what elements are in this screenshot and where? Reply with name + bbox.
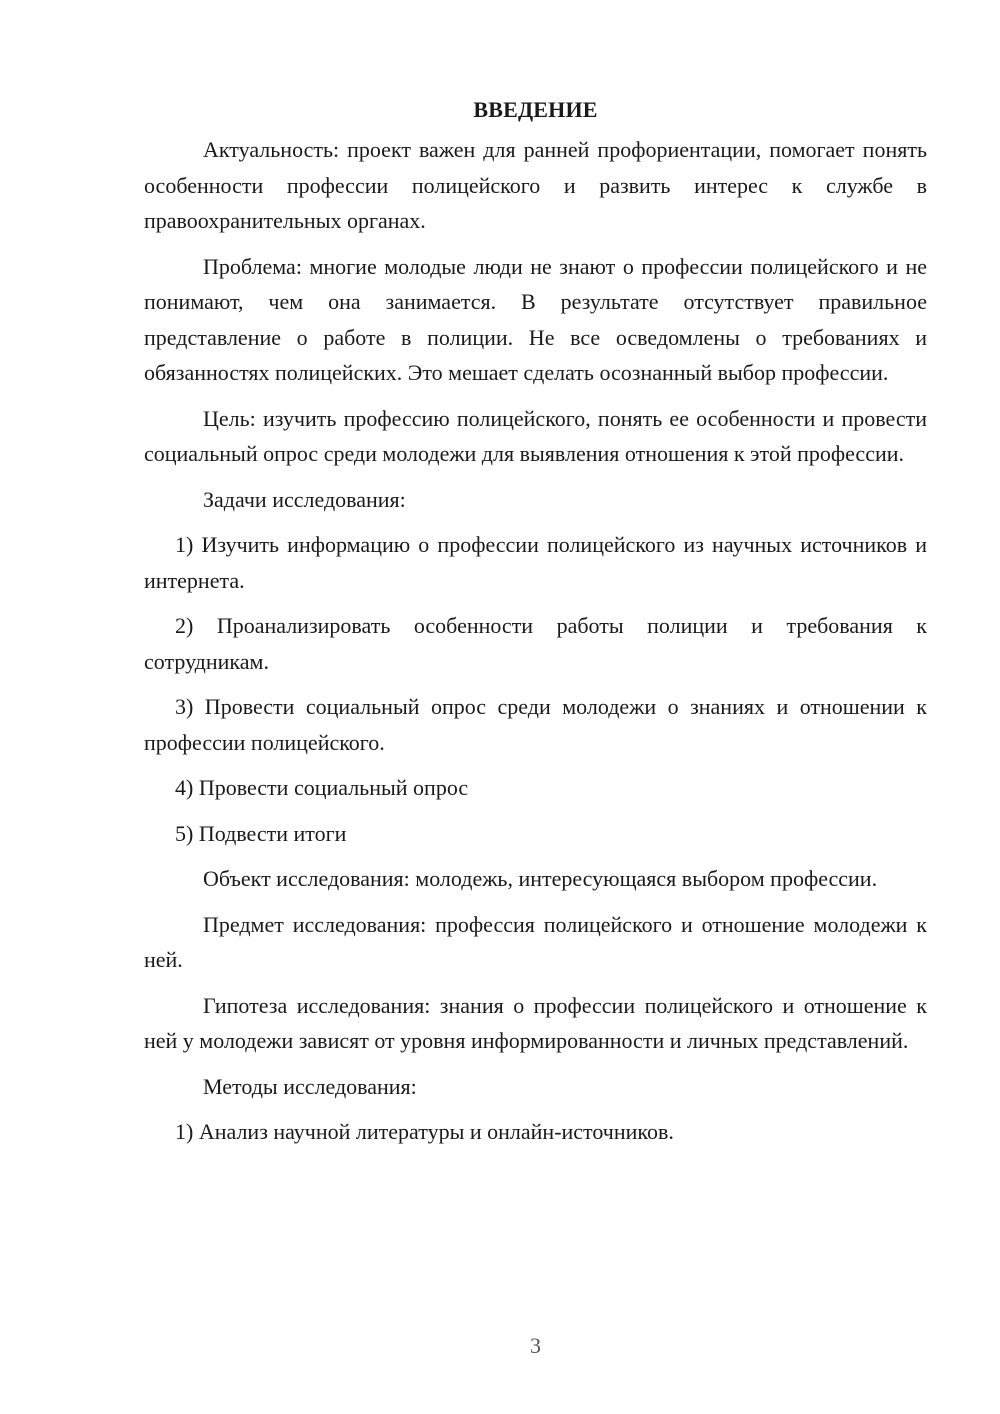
paragraph-goal: Цель: изучить профессию полицейского, понять ее особенности и провести социальный опрос среди молодежи для выявления отношения к этой профессии. bbox=[144, 405, 927, 466]
paragraph-hypothesis: Гипотеза исследования: знания о профессии полицейского и отношение к ней у молодежи зависят от уровня информированности и личных представлений. bbox=[144, 992, 927, 1053]
paragraph-object: Объект исследования: молодежь, интересующаяся выбором профессии. bbox=[203, 866, 878, 891]
methods-heading: Методы исследования: bbox=[203, 1073, 417, 1099]
paragraph-relevance: Актуальность: проект важен для ранней профориентации, помогает понять особенности профессии полицейского и развить интерес к службе в правоохранительных органах. bbox=[144, 137, 927, 233]
method-item-1: 1) Анализ научной литературы и онлайн-источников. bbox=[175, 1119, 674, 1144]
task-item-1: 1) Изучить информацию о профессии полицейского из научных источников и интернета. bbox=[144, 532, 927, 593]
task-item-4: 4) Провести социальный опрос bbox=[175, 775, 469, 800]
paragraph-problem: Проблема: многие молодые люди не знают о профессии полицейского и не понимают, чем она занимается. В результате отсутствует правильное представление о работе в полиции. Не все осведомлены о требованиях и обязанностях полицейских. Это мешает сделать осознанный выбор профессии. bbox=[144, 253, 927, 385]
document-page bbox=[144, 92, 927, 1160]
tasks-heading: Задачи исследования: bbox=[203, 486, 406, 512]
page-number: 3 bbox=[530, 1333, 541, 1358]
page-title: ВВЕДЕНИЕ bbox=[473, 97, 598, 122]
task-item-2: 2) Проанализировать особенности работы полиции и требования к сотрудникам. bbox=[144, 613, 927, 674]
task-item-5: 5) Подвести итоги bbox=[175, 820, 347, 846]
task-item-3: 3) Провести социальный опрос среди молодежи о знаниях и отношении к профессии полицейского. bbox=[144, 694, 927, 755]
paragraph-subject: Предмет исследования: профессия полицейского и отношение молодежи к ней. bbox=[144, 911, 927, 972]
